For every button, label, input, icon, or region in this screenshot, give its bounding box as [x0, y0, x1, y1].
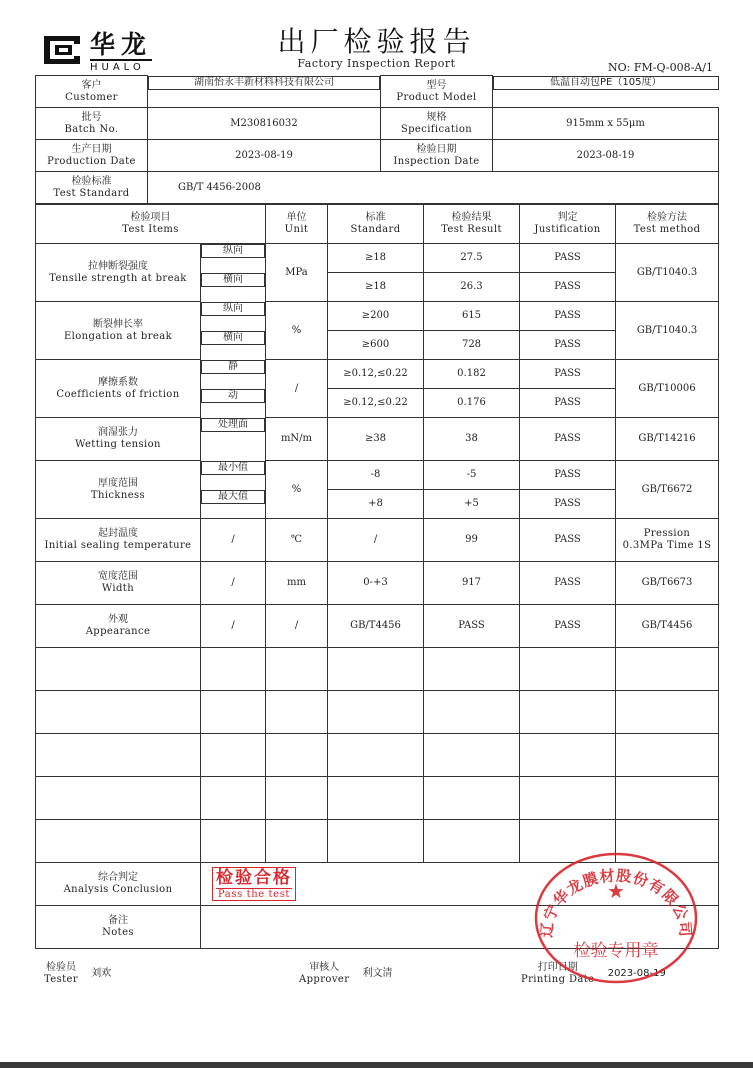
- appearance-standard: GB/T4456: [328, 605, 424, 648]
- appearance-unit: /: [266, 605, 328, 648]
- seal-bottom-text: 检验专用章: [573, 941, 659, 961]
- spec-label: 规格 Specification: [381, 108, 493, 140]
- col-header-method: 检验方法 Test method: [616, 205, 719, 244]
- width-sub: /: [201, 562, 266, 605]
- friction-method: GB/T10006: [616, 360, 719, 418]
- test-standard-value: GB/T 4456-2008: [148, 172, 719, 204]
- table-row: [36, 244, 719, 273]
- width-method: GB/T6673: [616, 562, 719, 605]
- col-header-justification: 判定 Justification: [520, 205, 616, 244]
- appearance-judgement: PASS: [520, 605, 616, 648]
- sealing-standard: /: [328, 519, 424, 562]
- tensile-standard-2: ≥18: [328, 273, 424, 302]
- appearance-method: GB/T4456: [616, 605, 719, 648]
- star-icon: ★: [607, 879, 625, 903]
- elongation-method: GB/T1040.3: [616, 302, 719, 360]
- bottom-border: [0, 1062, 753, 1068]
- friction-sub-2: 动: [201, 389, 265, 403]
- inspection-date-value: 2023-08-19: [493, 140, 719, 172]
- notes-label: 备注 Notes: [36, 906, 201, 949]
- report-title: 出厂检验报告: [277, 25, 476, 58]
- friction-result-1: 0.182: [424, 360, 520, 389]
- thickness-standard-1: -8: [328, 461, 424, 490]
- tester-label: 检验员 Tester: [44, 962, 79, 985]
- table-row: [36, 605, 719, 648]
- sealing-method: Pression 0.3MPa Time 1S: [616, 519, 719, 562]
- thickness-result-1: -5: [424, 461, 520, 490]
- wetting-standard: ≥38: [328, 418, 424, 461]
- table-row: [36, 519, 719, 562]
- width-standard: 0-+3: [328, 562, 424, 605]
- info-row-standard: [36, 172, 719, 204]
- tensile-result-2: 26.3: [424, 273, 520, 302]
- batch-value: M230816032: [148, 108, 381, 140]
- inspection-table: [35, 204, 719, 949]
- info-row-dates: [36, 140, 719, 172]
- friction-standard-1: ≥0.12,≤0.22: [328, 360, 424, 389]
- report-subtitle: Factory Inspection Report: [297, 57, 456, 70]
- pass-stamp: 检验合格 Pass the test: [212, 867, 296, 901]
- friction-sub-1: 静: [201, 360, 265, 374]
- company-seal-stamp: [533, 850, 699, 985]
- col-header-unit: 单位 Unit: [266, 205, 328, 244]
- empty-row: [36, 777, 719, 820]
- friction-judgement-1: PASS: [520, 360, 616, 389]
- tensile-standard-1: ≥18: [328, 244, 424, 273]
- wetting-unit: mN/m: [266, 418, 328, 461]
- approver-name: 利文清: [362, 968, 393, 979]
- thickness-sub-2: 最大值: [201, 490, 265, 504]
- width-item: 宽度范围 Width: [36, 562, 201, 605]
- model-label: 型号 Product Model: [381, 76, 493, 108]
- wetting-sub: 处理面: [201, 418, 265, 432]
- thickness-sub-1: 最小值: [201, 461, 265, 475]
- table-row: [36, 562, 719, 605]
- appearance-result: PASS: [424, 605, 520, 648]
- table-header-row: [36, 205, 719, 244]
- elongation-sub-1: 纵向: [201, 302, 265, 316]
- wetting-result: 38: [424, 418, 520, 461]
- thickness-method: GB/T6672: [616, 461, 719, 519]
- elongation-judgement-1: PASS: [520, 302, 616, 331]
- tensile-judgement-1: PASS: [520, 244, 616, 273]
- elongation-judgement-2: PASS: [520, 331, 616, 360]
- logo-english-text: HUALO: [90, 59, 152, 73]
- table-row: [36, 302, 719, 331]
- sealing-judgement: PASS: [520, 519, 616, 562]
- inspection-date-label: 检验日期 Inspection Date: [381, 140, 493, 172]
- col-header-standard: 标准 Standard: [328, 205, 424, 244]
- empty-row: [36, 734, 719, 777]
- approver-block: [299, 962, 393, 986]
- friction-item: 摩擦系数 Coefficients of friction: [36, 360, 201, 418]
- elongation-unit: %: [266, 302, 328, 360]
- wetting-item: 润湿张力 Wetting tension: [36, 418, 201, 461]
- friction-standard-2: ≥0.12,≤0.22: [328, 389, 424, 418]
- thickness-unit: %: [266, 461, 328, 519]
- tensile-sub-1: 纵向: [201, 244, 265, 258]
- tensile-method: GB/T1040.3: [616, 244, 719, 302]
- table-row: [36, 461, 719, 490]
- sealing-result: 99: [424, 519, 520, 562]
- sealing-sub: /: [201, 519, 266, 562]
- tester-name: 刘欢: [91, 968, 112, 979]
- thickness-judgement-1: PASS: [520, 461, 616, 490]
- tensile-unit: MPa: [266, 244, 328, 302]
- thickness-item: 厚度范围 Thickness: [36, 461, 201, 519]
- empty-row: [36, 648, 719, 691]
- seal-company-text: 辽宁华龙膜材股份有限公司: [537, 866, 695, 939]
- elongation-standard-2: ≥600: [328, 331, 424, 360]
- tensile-sub-2: 横向: [201, 273, 265, 287]
- elongation-result-2: 728: [424, 331, 520, 360]
- col-header-items: 检验项目 Test Items: [36, 205, 266, 244]
- friction-result-2: 0.176: [424, 389, 520, 418]
- info-table: [35, 75, 719, 204]
- tensile-item: 拉伸断裂强度 Tensile strength at break: [36, 244, 201, 302]
- elongation-standard-1: ≥200: [328, 302, 424, 331]
- approver-label: 审核人 Approver: [299, 962, 350, 985]
- printing-date-value: 2023-08-19: [607, 968, 666, 979]
- tensile-result-1: 27.5: [424, 244, 520, 273]
- info-row-batch: [36, 108, 719, 140]
- wetting-judgement: PASS: [520, 418, 616, 461]
- friction-unit: /: [266, 360, 328, 418]
- width-judgement: PASS: [520, 562, 616, 605]
- col-header-result: 检验结果 Test Result: [424, 205, 520, 244]
- tensile-judgement-2: PASS: [520, 273, 616, 302]
- sealing-unit: ℃: [266, 519, 328, 562]
- width-unit: mm: [266, 562, 328, 605]
- customer-label: 客户 Customer: [36, 76, 148, 108]
- sealing-item: 起封温度 Initial sealing temperature: [36, 519, 201, 562]
- logo-chinese-text: 华龙: [90, 30, 153, 59]
- table-row: [36, 360, 719, 389]
- conclusion-label: 综合判定 Analysis Conclusion: [36, 863, 201, 906]
- production-date-value: 2023-08-19: [148, 140, 381, 172]
- thickness-standard-2: +8: [328, 490, 424, 519]
- elongation-item: 断裂伸长率 Elongation at break: [36, 302, 201, 360]
- production-date-label: 生产日期 Production Date: [36, 140, 148, 172]
- tester-block: [44, 962, 111, 986]
- appearance-sub: /: [201, 605, 266, 648]
- empty-row: [36, 691, 719, 734]
- info-row-customer: [36, 76, 719, 108]
- width-result: 917: [424, 562, 520, 605]
- table-row: [36, 418, 719, 461]
- printing-date-label: 打印日期 Printing Date: [521, 962, 595, 985]
- document-number: NO: FM-Q-008-A/1: [608, 61, 713, 74]
- customer-value: 湖南怡永丰新材料科技有限公司: [148, 76, 380, 90]
- elongation-result-1: 615: [424, 302, 520, 331]
- batch-label: 批号 Batch No.: [36, 108, 148, 140]
- wetting-method: GB/T14216: [616, 418, 719, 461]
- test-standard-label: 检验标准 Test Standard: [36, 172, 148, 204]
- model-value: 低温自动包PE（105度）: [493, 76, 719, 90]
- thickness-result-2: +5: [424, 490, 520, 519]
- thickness-judgement-2: PASS: [520, 490, 616, 519]
- friction-judgement-2: PASS: [520, 389, 616, 418]
- elongation-sub-2: 横向: [201, 331, 265, 345]
- appearance-item: 外观 Appearance: [36, 605, 201, 648]
- spec-value: 915mm x 55μm: [493, 108, 719, 140]
